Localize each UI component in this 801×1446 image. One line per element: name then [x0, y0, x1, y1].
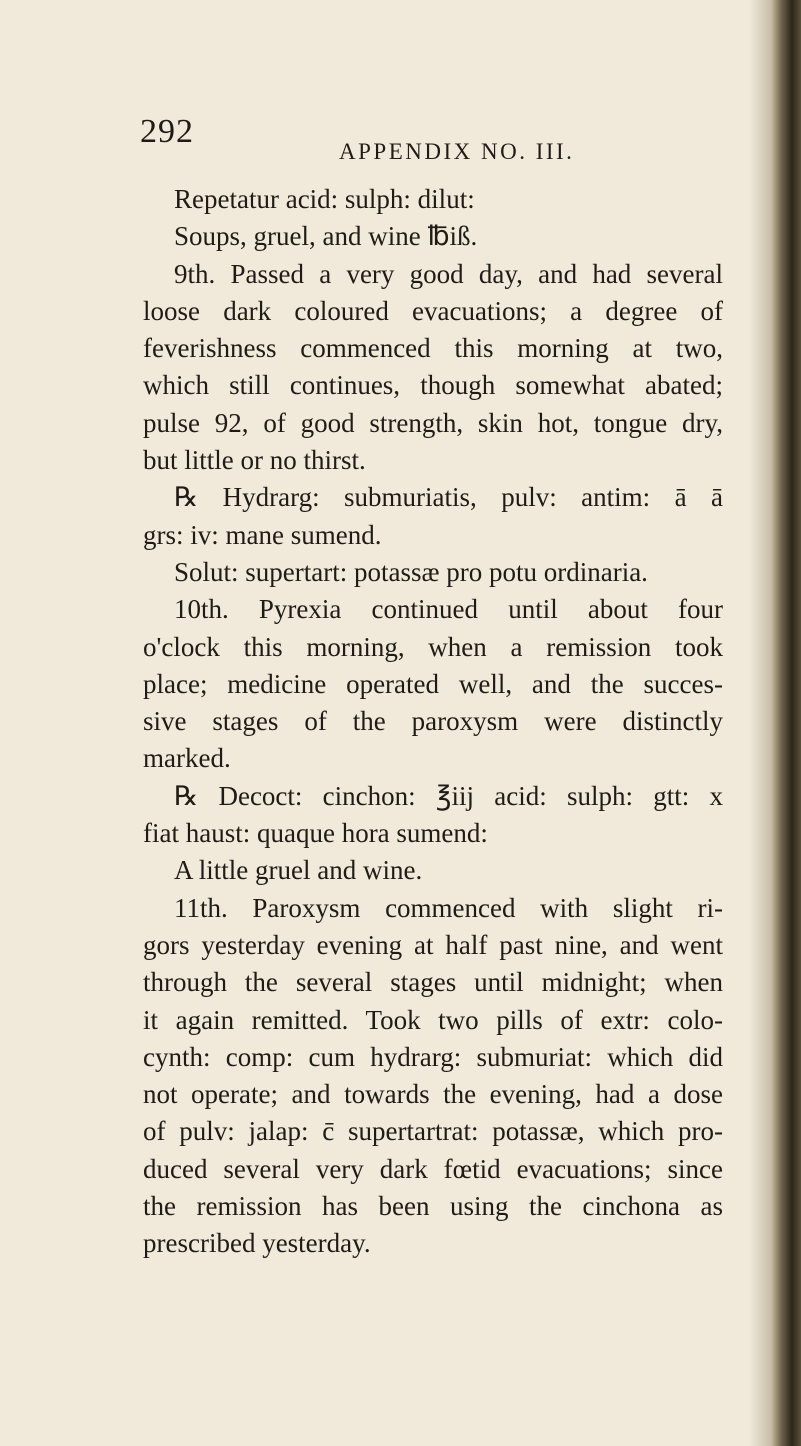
text-line: but little or no thirst. — [143, 445, 366, 476]
text-line: Solut: supertart: potassæ pro potu ordinaria. — [174, 556, 648, 587]
page-number: 292 — [140, 113, 194, 150]
page-gutter-shadow — [749, 0, 771, 1446]
text-line: A little gruel and wine. — [174, 855, 423, 886]
text-line: which still continues, though somewhat abated; — [143, 370, 723, 401]
text-line: the remission has been using the cinchona as — [143, 1191, 723, 1222]
text-line: cynth: comp: cum hydrarg: submuriat: which did — [143, 1041, 723, 1072]
text-line: marked. — [143, 743, 231, 774]
text-line: 11th. Paroxysm commenced with slight ri- — [174, 892, 723, 923]
page-edge-binding — [771, 0, 801, 1446]
text-line: ℞ Decoct: cinchon: ℥iij acid: sulph: gtt: x — [174, 780, 723, 811]
text-line: fiat haust: quaque hora sumend: — [143, 818, 488, 849]
running-head: APPENDIX NO. III. — [339, 139, 575, 164]
text-line: not operate; and towards the evening, had a dose — [143, 1079, 723, 1110]
text-line: 10th. Pyrexia continued until about four — [174, 594, 723, 625]
text-line: it again remitted. Took two pills of extr: colo- — [143, 1004, 723, 1035]
page-header — [0, 113, 760, 173]
text-line: feverishness commenced this morning at two, — [143, 333, 723, 364]
text-line: Soups, gruel, and wine ℔iß. — [174, 221, 478, 252]
text-line: gors yesterday evening at half past nine, and went — [143, 929, 723, 960]
text-line: loose dark coloured evacuations; a degree of — [143, 295, 723, 326]
text-line: ℞ Hydrarg: submuriatis, pulv: antim: ā ā — [174, 482, 723, 513]
text-line: duced several very dark fœtid evacuations; since — [143, 1153, 723, 1184]
text-line: through the several stages until midnight; when — [143, 967, 723, 998]
body-text — [143, 181, 723, 1263]
text-line: grs: iv: mane sumend. — [143, 519, 382, 550]
text-line: place; medicine operated well, and the succes- — [143, 668, 723, 699]
text-line: o'clock this morning, when a remission took — [143, 631, 723, 662]
text-line: prescribed yesterday. — [143, 1228, 371, 1259]
text-line: of pulv: jalap: c̄ supertartrat: potassæ, which pro- — [143, 1116, 723, 1147]
text-line: sive stages of the paroxysm were distinctly — [143, 706, 723, 737]
text-line: Repetatur acid: sulph: dilut: — [174, 184, 475, 214]
text-line: pulse 92, of good strength, skin hot, tongue dry, — [143, 407, 723, 438]
text-line: 9th. Passed a very good day, and had several — [174, 258, 723, 289]
